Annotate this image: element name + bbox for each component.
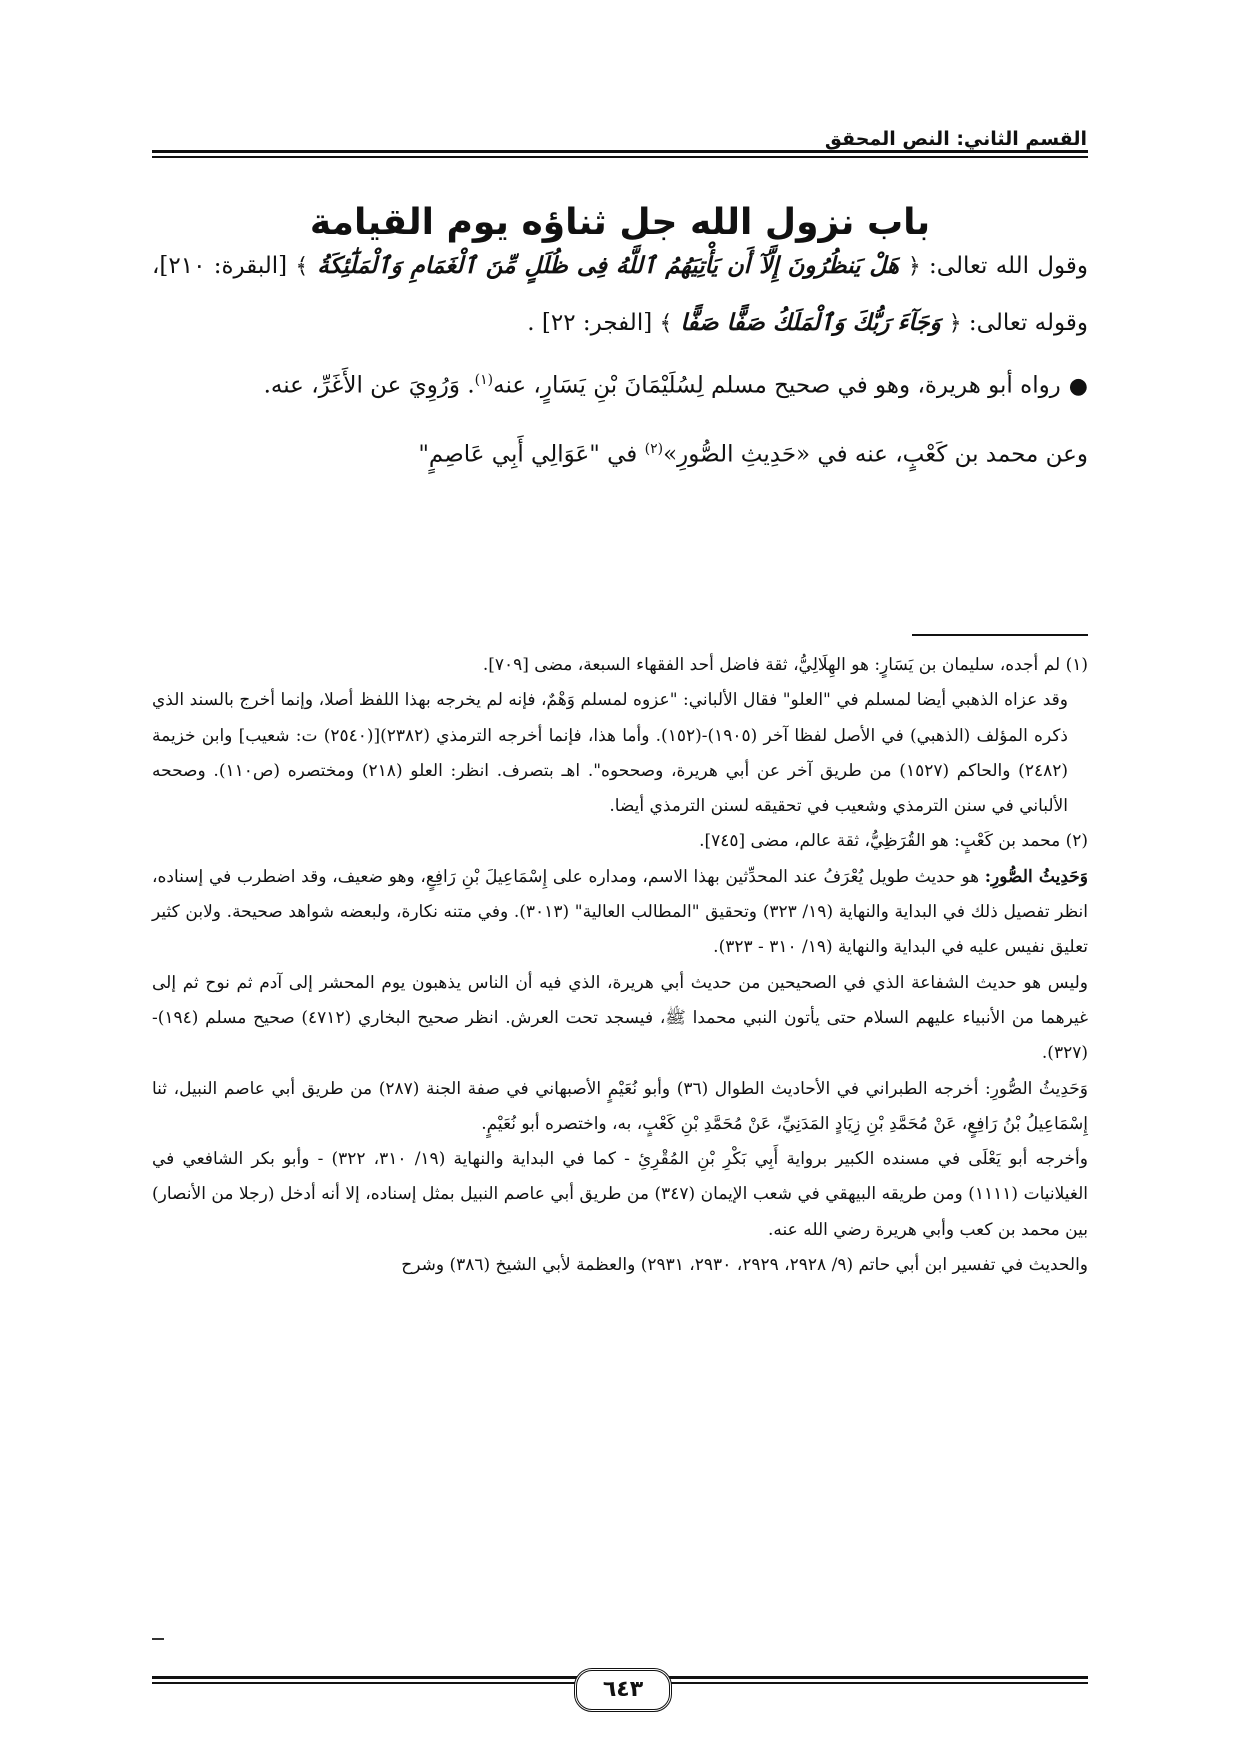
verse-reference-2: [الفجر: ٢٢] . (527, 310, 660, 336)
quran-open-bracket: ﴿ (907, 254, 921, 279)
header-rule (152, 150, 1088, 158)
footnote-ref-2[interactable]: (٢) (644, 440, 664, 457)
footnotes (152, 648, 1088, 1283)
verse-reference-1: [البقرة: ٢١٠]، وقوله تعالى: (152, 253, 1088, 336)
footnote-2-note-e: وأخرجه أبو يَعْلَى في مسنده الكبير برواية أَبِي بَكْرِ بْنِ المُقْرِئِ - كما في البداية والنهاية (١٩/ ٣١٠، ٣٢٢) - وأبو بكر الشافعي في الغيلانيات (١١١١) ومن طريقه البيهقي في شعب الإيمان (٣٤٧) من طريق أبي عاصم النبيل بمثل إسناده، إلا أنه أدخل (رجلا من الأنصار) بين محمد بن كعب وأبي هريرة رضي الله عنه. (152, 1149, 1088, 1240)
quran-open-bracket-2: ﴿ (948, 311, 962, 336)
quran-close-bracket-2: ﴾ (659, 311, 673, 336)
page-number: ٦٤٣ (574, 1668, 672, 1712)
verse-intro: وقول الله تعالى: (920, 253, 1088, 279)
narration-text-2: وعن محمد بن كَعْبٍ، عنه في «حَدِيثِ الصُّورِ» (663, 441, 1088, 468)
footnote-1: (١) لم أجده، سليمان بن يَسَارٍ: هو الهِلَالِيُّ، ثقة فاضل أحد الفقهاء السبعة، مضى [٧٠٩]. (482, 655, 1088, 675)
narration-paragraph (152, 352, 1088, 415)
running-header: القسم الثاني: النص المحقق (824, 128, 1087, 150)
narration-paragraph-2 (152, 421, 1088, 483)
footnote-1-detail: وقد عزاه الذهبي أيضا لمسلم في "العلو" فقال الألباني: "عزوه لمسلم وَهْمٌ، فإنه لم يخرجه بهذا اللفظ أصلا، وإنما أخرج بالسند الذي ذكره المؤلف (الذهبي) في الأصل لفظا آخر (١٩٠٥)-(١٥٢). وأما هذا، فإنما أخرجه الترمذي (٢٣٨٢)[(٢٥٤٠) ت: شعيب] وابن خزيمة (٢٤٨٢) والحاكم (١٥٢٧) من طريق آخر عن أبي هريرة، وصححوه". اهـ بتصرف. انظر: العلو (٢١٨) ومختصره (ص١١٠). وصححه الألباني في سنن الترمذي وشعيب في تحقيقه لسنن الترمذي أيضا. (152, 690, 1068, 817)
main-text (152, 238, 1088, 482)
quran-verse-2: وَجَآءَ رَبُّكَ وَٱلْمَلَكُ صَفًّا صَفًّا (672, 309, 949, 336)
footnote-2-note-f: والحديث في تفسير ابن أبي حاتم (٩/ ٢٩٢٨، ٢٩٢٩، ٢٩٣٠، ٢٩٣١) والعظمة لأبي الشيخ (٣٨٦) وشرح (401, 1255, 1088, 1276)
footnote-2-detail-text: هو حديث طويل يُعْرَفُ عند المحدِّثين بهذا الاسم، ومداره على إِسْمَاعِيلَ بْنِ رَافِعٍ، وهو ضعيف، وقد اضطرب في إسناده، انظر تفصيل ذلك في البداية والنهاية (١٩/ ٣٢٣) وتحقيق "المطالب العالية" (٣٠١٣). وفي متنه نكارة، ولبعضه شواهد صحيحة. ولابن كثير تعليق نفيس عليه في البداية والنهاية (١٩/ ٣١٠ - ٣٢٣). (152, 866, 1089, 958)
narration-text: رواه أبو هريرة، وهو في صحيح مسلم لِسُلَيْمَانَ بْنِ يَسَارٍ، عنه (493, 372, 1061, 399)
footnote-separator (912, 634, 1088, 636)
footnote-2: (٢) محمد بن كَعْبٍ: هو القُرَظِيُّ، ثقة عالم، مضى [٧٤٥]. (699, 831, 1088, 852)
quran-verse-1: هَلْ يَنظُرُونَ إِلَّآ أَن يَأْتِيَهُمُ ٱللَّهُ فِى ظُلَلٍ مِّنَ ٱلْغَمَامِ وَٱلْمَلَٰٓئِكَةُ (308, 252, 908, 279)
verse-paragraph (152, 238, 1088, 352)
footnote-ref-1[interactable]: (١) (474, 372, 494, 388)
continuation-dash (152, 1638, 164, 1640)
footnote-term: وَحَدِيثُ الصُّورِ: (984, 866, 1088, 887)
footnote-2-note-d: وَحَدِيثُ الصُّورِ: أخرجه الطبراني في الأحاديث الطوال (٣٦) وأبو نُعَيْمٍ الأصبهاني في صفة الجنة (٢٨٧) من طريق أبي عاصم النبيل، ثنا إِسْمَاعِيلُ بْنُ رَافِعٍ، عَنْ مُحَمَّدِ بْنِ زِيَادٍ المَدَنِيِّ، عَنْ مُحَمَّدِ بْنِ كَعْبٍ، به، واختصره أبو نُعَيْمٍ. (152, 1078, 1088, 1134)
bullet-icon: ● (1068, 373, 1088, 399)
chapter-title: باب نزول الله جل ثناؤه يوم القيامة (309, 202, 931, 244)
narration-text-end: . وَرُوِيَ عن الأَغَرِّ، عنه. (263, 372, 475, 399)
footnote-2-detail (152, 860, 1088, 966)
footnote-2-note-c: وليس هو حديث الشفاعة الذي في الصحيحين من حديث أبي هريرة، الذي فيه أن الناس يذهبون يوم المحشر إلى آدم ثم نوح ثم إلى غيرهما من الأنبياء عليهم السلام حتى يأتون النبي محمدا ﷺ، فيسجد تحت العرش. انظر صحيح البخاري (٤٧١٢) صحيح مسلم (١٩٤)-(٣٢٧). (152, 972, 1088, 1064)
quran-close-bracket: ﴾ (295, 254, 309, 279)
narration-text-2-end: في "عَوَالِي أَبِي عَاصِمٍ" (418, 441, 645, 468)
